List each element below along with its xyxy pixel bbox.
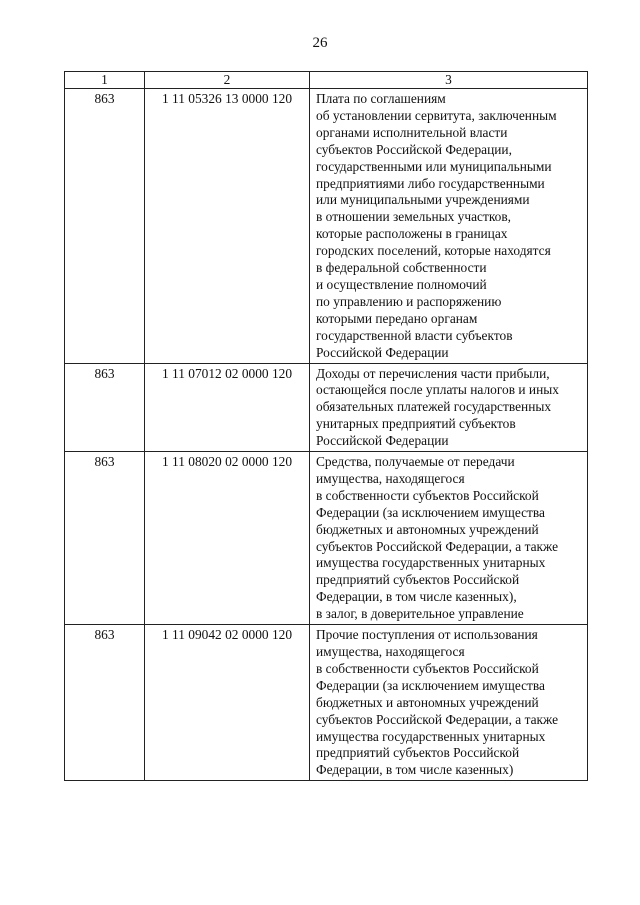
kbk-code-cell: 1 11 07012 02 0000 120 [145, 363, 310, 452]
description-line: в собственности субъектов Российской [316, 487, 539, 503]
description-line: имущества государственных унитарных [316, 728, 546, 744]
table-row [65, 363, 588, 452]
revenue-codes-table [64, 71, 588, 781]
description-line: Российской Федерации [316, 433, 449, 449]
admin-code-cell: 863 [65, 363, 145, 452]
description-line: Федерации (за исключением имущества [316, 677, 546, 693]
description-cell [310, 363, 588, 452]
description-line: Плата по соглашениям [316, 91, 446, 106]
description-line: в федеральной собственности [316, 260, 487, 276]
description-line: Прочие поступления от использования [316, 627, 538, 643]
description-line: Доходы от перечисления части прибыли, [316, 365, 550, 381]
description-line: предприятий субъектов Российской [316, 745, 520, 761]
description-cell [310, 89, 588, 364]
table-body [65, 89, 588, 781]
description-line: которые расположены в границах [316, 226, 508, 242]
page-number: 26 [312, 35, 328, 51]
description-line: по управлению и распоряжению [316, 293, 502, 309]
description-line: бюджетных и автономных учреждений [316, 694, 539, 710]
description-line: субъектов Российской Федерации, а также [316, 538, 559, 554]
description-line: имущества, находящегося [316, 644, 465, 659]
description-line: государственной власти субъектов [316, 327, 513, 343]
description-line: унитарных предприятий субъектов [316, 416, 516, 432]
description-line: имущества, находящегося [316, 470, 465, 486]
description-cell [310, 452, 588, 625]
description-line: государственными или муниципальными [316, 158, 552, 174]
column-header-2: 2 [145, 72, 310, 89]
description-line: Федерации, в том числе казенных) [316, 762, 514, 778]
description-line: в залог, в доверительное управление [316, 606, 524, 622]
kbk-code-cell: 1 11 09042 02 0000 120 [145, 625, 310, 781]
description-line: Российской Федерации [316, 344, 449, 360]
description-line: городских поселений, которые находятся [316, 243, 551, 259]
description-line: субъектов Российской Федерации, [316, 141, 512, 157]
admin-code-cell: 863 [65, 452, 145, 625]
table-row [65, 89, 588, 364]
description-line: имущества государственных унитарных [316, 555, 546, 571]
description-line: предприятиями либо государственными [316, 175, 545, 191]
description-cell [310, 625, 588, 781]
description-line: и осуществление полномочий [316, 276, 487, 292]
table-row [65, 625, 588, 781]
kbk-code-cell: 1 11 05326 13 0000 120 [145, 89, 310, 364]
description-line: или муниципальными учреждениями [316, 192, 530, 208]
table-row [65, 452, 588, 625]
description-line: об установлении сервитута, заключенным [316, 107, 557, 123]
description-line: бюджетных и автономных учреждений [316, 521, 539, 537]
description-line: в собственности субъектов Российской [316, 660, 539, 676]
description-line: обязательных платежей государственных [316, 399, 552, 415]
table-header-row [65, 72, 588, 89]
description-line: Федерации (за исключением имущества [316, 504, 546, 520]
description-line: остающейся после уплаты налогов и иных [316, 382, 559, 398]
kbk-code-cell: 1 11 08020 02 0000 120 [145, 452, 310, 625]
description-line: Средства, получаемые от передачи [316, 454, 515, 470]
description-line: субъектов Российской Федерации, а также [316, 711, 559, 727]
column-header-3: 3 [310, 72, 588, 89]
description-line: предприятий субъектов Российской [316, 572, 520, 588]
description-line: Федерации, в том числе казенных), [316, 589, 517, 605]
description-line: в отношении земельных участков, [316, 209, 512, 225]
description-line: которыми передано органам [316, 310, 478, 326]
admin-code-cell: 863 [65, 89, 145, 364]
column-header-1: 1 [65, 72, 145, 89]
admin-code-cell: 863 [65, 625, 145, 781]
description-line: органами исполнительной власти [316, 124, 508, 140]
